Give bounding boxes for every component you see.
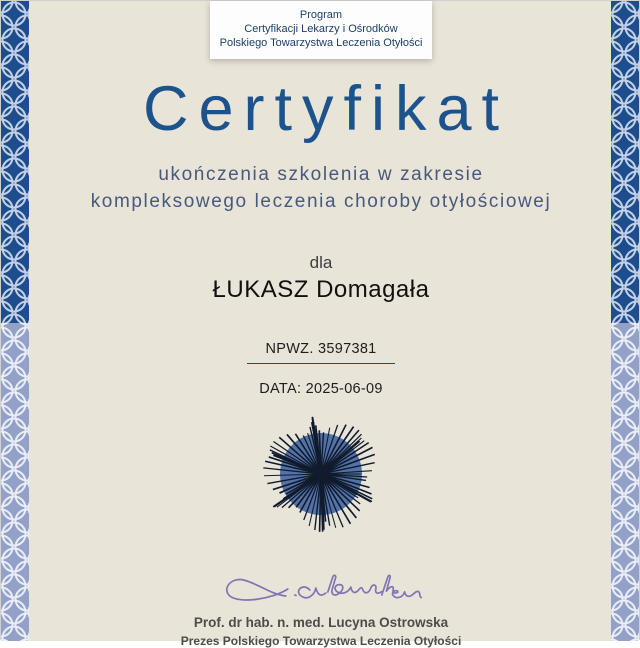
decorative-border-right xyxy=(611,1,639,641)
program-header-box xyxy=(210,1,432,59)
certificate-subtitle xyxy=(91,161,552,215)
decorative-border-left xyxy=(1,1,29,641)
subtitle-line1: ukończenia szkolenia w zakresie xyxy=(158,164,484,185)
npwz-field xyxy=(247,340,395,364)
seal-starburst-icon xyxy=(260,413,382,540)
subtitle-line2: kompleksowego leczenia choroby otyłościowej xyxy=(90,191,552,212)
dla-label: dla xyxy=(309,253,333,272)
certificate-content xyxy=(54,1,588,648)
date-value: DATA: 2025-06-09 xyxy=(259,381,383,397)
signer-name: Prof. dr hab. n. med. Lucyna Ostrowska xyxy=(193,615,449,630)
signer-title: Prezes Polskiego Towarzystwa Leczenia Otyłości xyxy=(180,634,462,648)
recipient-name: ŁUKASZ Domagała xyxy=(212,276,430,303)
npwz-value: NPWZ. 3597381 xyxy=(265,341,377,357)
certificate-title: Certyfikat xyxy=(142,74,510,144)
program-header-line1: Program xyxy=(299,9,343,21)
program-header-line2: Certyfikacji Lekarzy i Ośrodków xyxy=(244,23,398,35)
program-header-line3: Polskiego Towarzystwa Leczenia Otyłości xyxy=(219,37,423,49)
